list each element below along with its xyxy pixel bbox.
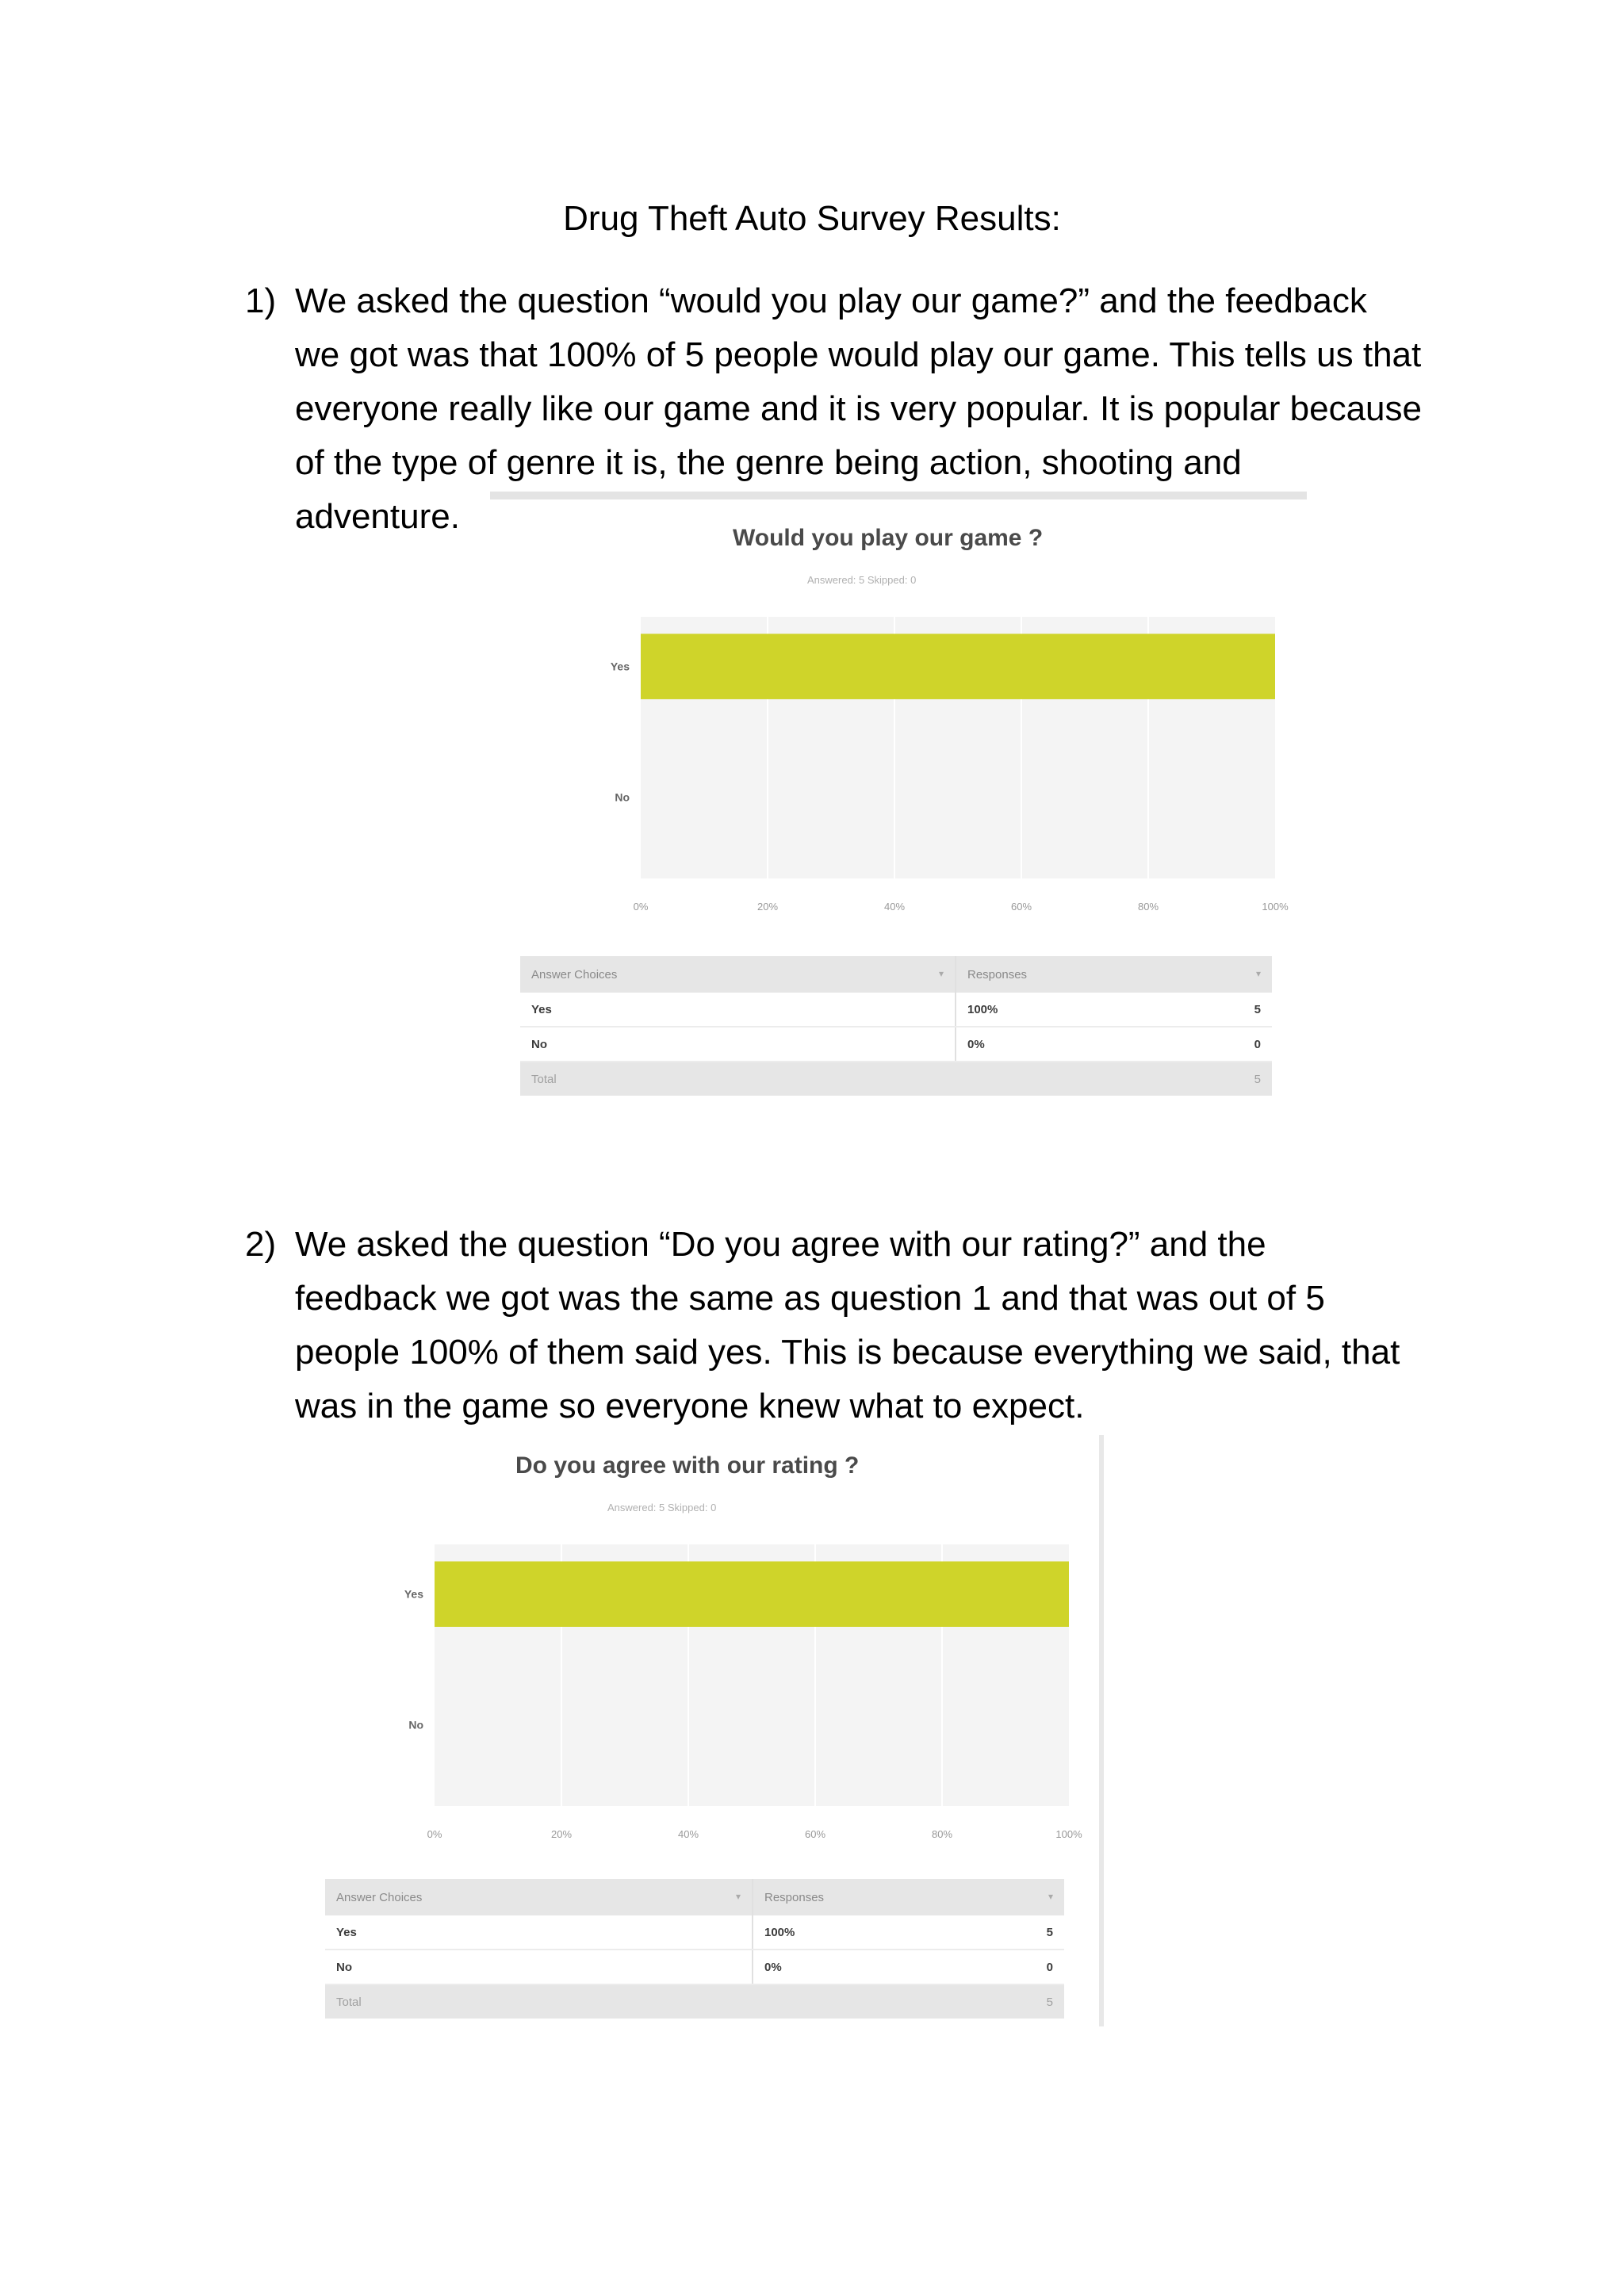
- paragraph-number: 2): [245, 1225, 277, 1264]
- percent-cell: 100%: [956, 993, 1161, 1027]
- chart-title: Would you play our game ?: [733, 525, 1044, 551]
- bar-chart: [587, 610, 1289, 913]
- percent-cell: 0%: [753, 1950, 955, 1984]
- paragraph-2: [245, 1218, 1484, 1433]
- paragraph-text: We asked the question “would you play our game?” and the feedback we got was that 100% of 5 people would play our game. This tells us that everyone really like our game and it is very popular. It is popular because of the type of genre it is, the genre being action, shooting and adventure.: [295, 281, 1422, 536]
- header-responses[interactable]: Responses ▾: [753, 1879, 1064, 1915]
- count-cell: 5: [955, 1915, 1064, 1950]
- responses-table: [325, 1879, 1064, 2019]
- x-tick-label: 0%: [427, 1828, 442, 1840]
- choice-cell: Yes: [520, 993, 956, 1027]
- paragraph-1: [245, 274, 1484, 544]
- total-row: [520, 1062, 1272, 1096]
- responses-table: [520, 956, 1272, 1096]
- x-tick-label: 0%: [633, 901, 649, 913]
- x-tick-label: 100%: [1055, 1828, 1082, 1840]
- total-label: Total: [325, 1984, 753, 2019]
- choice-cell: No: [520, 1027, 956, 1062]
- table-row: [325, 1950, 1064, 1984]
- paragraph-number: 1): [245, 281, 277, 320]
- count-cell: 0: [1161, 1027, 1272, 1062]
- bar-chart: [381, 1538, 1082, 1840]
- document-title: Drug Theft Auto Survey Results:: [563, 199, 1061, 238]
- x-tick-label: 100%: [1262, 901, 1289, 913]
- y-category-label: No: [408, 1718, 423, 1732]
- total-count: 5: [1161, 1062, 1272, 1096]
- table-row: [325, 1915, 1064, 1950]
- x-tick-label: 60%: [1010, 901, 1032, 913]
- x-tick-label: 80%: [931, 1828, 953, 1840]
- header-answer-choices[interactable]: Answer Choices ▾: [325, 1879, 753, 1915]
- x-tick-label: 60%: [804, 1828, 826, 1840]
- chart-subtitle: Answered: 5 Skipped: 0: [807, 574, 917, 586]
- total-count: 5: [955, 1984, 1064, 2019]
- count-cell: 0: [955, 1950, 1064, 1984]
- panel-top-border: [490, 492, 1307, 499]
- x-tick-label: 40%: [677, 1828, 699, 1840]
- panel-right-border: [1099, 1435, 1104, 2026]
- x-tick-label: 40%: [883, 901, 906, 913]
- y-category-label: No: [615, 790, 630, 804]
- total-row: [325, 1984, 1064, 2019]
- bar-yes: [641, 633, 1275, 699]
- paragraph-text: We asked the question “Do you agree with our rating?” and the feedback we got was the same as question 1 and that was out of 5 people 100% of them said yes. This is because everything we said, that was in the game so everyone knew what to expect.: [295, 1225, 1400, 1425]
- y-category-label: Yes: [404, 1587, 423, 1601]
- x-tick-label: 80%: [1137, 901, 1159, 913]
- x-tick-label: 20%: [550, 1828, 573, 1840]
- chart-title: Do you agree with our rating ?: [515, 1452, 860, 1479]
- total-label: Total: [520, 1062, 956, 1096]
- choice-cell: No: [325, 1950, 753, 1984]
- percent-cell: 100%: [753, 1915, 955, 1950]
- percent-cell: 0%: [956, 1027, 1161, 1062]
- count-cell: 5: [1161, 993, 1272, 1027]
- header-answer-choices[interactable]: Answer Choices ▾: [520, 956, 956, 993]
- chart-subtitle: Answered: 5 Skipped: 0: [607, 1502, 717, 1513]
- choice-cell: Yes: [325, 1915, 753, 1950]
- table-row: [520, 1027, 1272, 1062]
- x-tick-label: 20%: [756, 901, 779, 913]
- bar-yes: [435, 1561, 1069, 1627]
- table-row: [520, 993, 1272, 1027]
- y-category-label: Yes: [610, 660, 630, 673]
- header-responses[interactable]: Responses ▾: [956, 956, 1272, 993]
